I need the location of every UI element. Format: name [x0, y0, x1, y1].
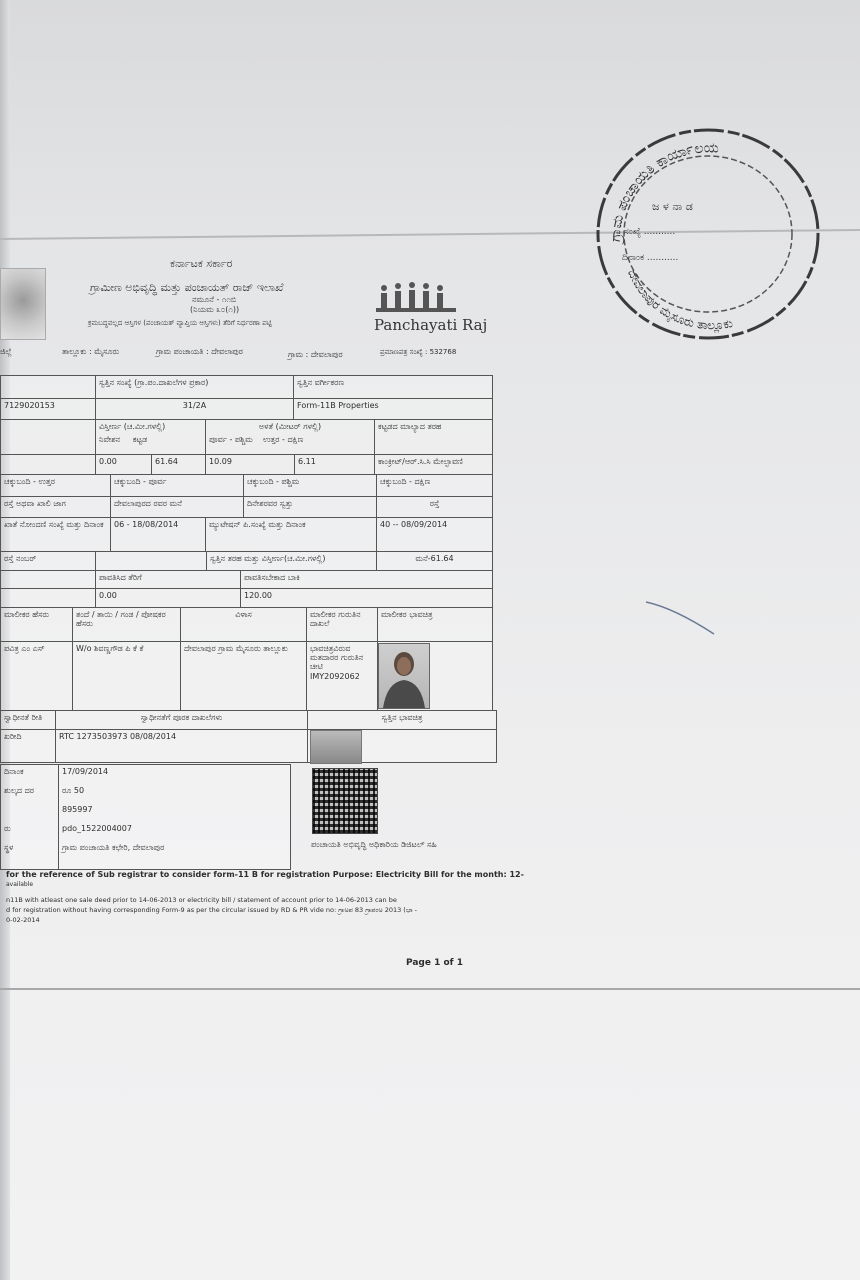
cell-building-area: 61.64	[151, 454, 206, 475]
footer-label-receipt	[4, 805, 56, 824]
cell-registration-label: ಖಾತೆ ನೋಂದಣಿ ಸಂಖ್ಯೆ ಮತ್ತು ದಿನಾಂಕ	[0, 517, 111, 552]
note-3: d for registration without having corresponding Form-9 as per the circular issued by RD & PR vide no: ಗ್ರಾಅಪ 83 ಗ್ರಾಪಂಅ 2013 (ಭಾ -	[6, 906, 417, 914]
footer-label-date: ದಿನಾಂಕ	[4, 767, 24, 776]
footer-fee: ರೂ 50	[62, 786, 85, 795]
cell-tax-due: 120.00	[240, 588, 493, 608]
pen-mark	[644, 598, 716, 638]
cell-property-no: 31/2A	[95, 398, 294, 420]
signatory: ಪಂಚಾಯತಿ ಅಭಿವೃದ್ಧಿ ಅಧಿಕಾರಿಯ ಡಿಜಿಟಲ್ ಸಹಿ	[311, 840, 437, 849]
cell-ns-length: 6.11	[294, 454, 375, 475]
cell-id-doc-label: ಮಾಲೀಕರ ಗುರುತಿನ ದಾಖಲೆ	[306, 607, 378, 642]
cell-tax-due-label: ಪಾವತಿಸಬೇಕಾದ ಬಾಕಿ	[240, 570, 493, 589]
measure-header: ಅಳತೆ (ಮೀಟರ್ ಗಳಲ್ಲಿ)	[258, 422, 322, 431]
footer-labels	[0, 764, 59, 870]
panchayati-raj-logo-icon	[372, 278, 462, 318]
footer-place: ಗ್ರಾಮ ಪಂಚಾಯತಿ ಕಛೇರಿ, ದೇವಲಾಪುರ	[62, 843, 165, 852]
cell-mutation-label: ಮ್ಯುಟೇಷನ್ ಪಿ.ಸಂಖ್ಯೆ ಮತ್ತು ದಿನಾಂಕ	[205, 517, 377, 552]
cell-owner-photo-label: ಮಾಲೀಕರ ಭಾವಚಿತ್ರ	[377, 607, 493, 642]
note-2: n11B with atleast one sale deed prior to 14-06-2013 or electricity bill / statement of account prior to 14-06-2013 can be	[6, 896, 397, 904]
measure-ew-label: ಪೂರ್ವ - ಪಶ್ಚಿಮ	[209, 435, 253, 445]
owner-photo-icon	[379, 644, 429, 708]
cell-possession: ಖರೀದಿ	[0, 729, 56, 763]
area-building-label: ಕಟ್ಟಡ	[132, 435, 148, 445]
footer-date: 17/09/2014	[62, 767, 109, 776]
cell-possession-label: ಸ್ವಾಧೀನತೆ ರೀತಿ	[0, 710, 56, 730]
cell-boundary-south-label: ಚಕ್ಕುಬಂದಿ - ದಕ್ಷಿಣ	[376, 474, 493, 497]
cell-type-area: ಮನೆ-61.64	[376, 551, 493, 571]
cell-owner-name: ಪವಿತ್ರ ಎಂ ಎಸ್	[0, 641, 73, 711]
header-rule: (ನಿಯಮ ೩೦(೧))	[190, 305, 240, 314]
footer-label-place: ಸ್ಥಳ	[4, 843, 14, 852]
note-4: 0-02-2014	[6, 916, 40, 924]
property-photo-icon	[310, 730, 362, 764]
meta-taluk: ತಾಲ್ಲೂಕು : ಮೈಸೂರು	[62, 347, 120, 356]
cell-mutation: 40 -- 08/09/2014	[376, 517, 493, 552]
cell-property-photo-label: ಸ್ವತ್ತಿನ ಭಾವಚಿತ್ರ	[307, 710, 497, 730]
footer-receipt: 895997	[62, 805, 93, 814]
cell-boundary-east-label: ಚಕ್ಕುಬಂದಿ - ಪೂರ್ವ	[110, 474, 244, 497]
cell-tax-paid: 0.00	[95, 588, 241, 608]
header-gov: ಕರ್ನಾಟಕ ಸರ್ಕಾರ	[170, 257, 233, 270]
stamp-line-2: ಸಂಖ್ಯೆ ...........	[624, 227, 676, 237]
cell-property-id: 7129020153	[0, 398, 96, 420]
cell-road-no	[95, 551, 207, 571]
cell-id-doc: ಭಾವಚಿತ್ರವಿರುವ ಮತದಾರರ ಗುರುತಿನ ಚೀಟಿ IMY2092062	[306, 641, 378, 711]
cell-registration: 06 - 18/08/2014	[110, 517, 206, 552]
stamp-line-3: ದಿನಾಂಕ ...........	[622, 253, 679, 263]
karnataka-emblem-icon	[0, 268, 46, 340]
cell-address-label: ವಿಳಾಸ	[180, 607, 307, 642]
stamp-ring-bottom: ದೇವಲಾಪುರ ಮೈಸೂರು ತಾಲ್ಲೂಕು	[625, 267, 734, 333]
cell-site-area: 0.00	[95, 454, 152, 475]
cell-boundary-north-label: ಚಕ್ಕುಬಂದಿ - ಉತ್ತರ	[0, 474, 111, 497]
cell-classification-label: ಸ್ವತ್ತಿನ ವರ್ಗೀಕರಣ	[293, 375, 493, 399]
meta-gp: ಗ್ರಾಮ ಪಂಚಾಯತಿ : ದೇವಲಾಪುರ	[156, 347, 243, 356]
stamp-ring-top: ಗ್ರಾಮ ಪಂಚಾಯತಿ ಕಾರ್ಯಾಲಯ	[607, 140, 719, 243]
cell-boundary-east: ದೇವಲಾಪುರದ ರವರ ಮನೆ	[110, 496, 244, 518]
header-subtitle: ಕ್ರಮಬದ್ಧವಲ್ಲದ ಆಸ್ತಿಗಳ (ಪಂಚಾಯತ್ ವ್ಯಾಪ್ತಿಯ ಆಸ್ತಿಗಳು) ತೆರಿಗೆ ನಿರ್ಧರಣಾ ಪಟ್ಟಿ	[88, 319, 272, 327]
cell-boundary-south: ರಸ್ತೆ	[376, 496, 493, 518]
cell-boundary-west: ದಿನೇಶರವರ ಸ್ವತ್ತು	[243, 496, 377, 518]
cell-area-label	[95, 419, 206, 455]
cell-boundary-west-label: ಚಕ್ಕುಬಂದಿ - ಪಶ್ಚಿಮ	[243, 474, 377, 497]
area-header: ವಿಸ್ತೀರ್ಣ (ಚ.ಮೀ.ಗಳಲ್ಲಿ)	[99, 422, 166, 431]
panchayati-raj-text: Panchayati Raj	[374, 316, 488, 334]
cell-roof-type: ಕಾಂಕ್ರೀಟ್/ಆರ್.ಸಿ.ಸಿ ಮೇಲ್ಛಾವಣಿ	[374, 454, 493, 475]
svg-text:ದೇವಲಾಪುರ ಮೈಸೂರು ತಾಲ್ಲೂಕು	[625, 267, 734, 333]
cell-tax-paid-label: ಪಾವತಿಸಿದ ತೆರಿಗೆ	[95, 570, 241, 589]
footer-label-fee: ಶುಲ್ಕದ ದರ	[4, 786, 34, 795]
cell-roof-label: ಕಟ್ಟಡದ ಮಾಲ್ಯಾದ ತರಹ	[374, 419, 493, 455]
cell-blank	[0, 454, 96, 475]
cell-guardian-label: ತಂದೆ / ತಾಯಿ / ಗಂಡ / ಪೋಷಕರ ಹೆಸರು	[72, 607, 181, 642]
header-dept: ಗ್ರಾಮೀಣ ಅಭಿವೃದ್ಧಿ ಮತ್ತು ಪಂಚಾಯತ್ ರಾಜ್ ಇಲಾಖೆ	[90, 281, 284, 294]
cell-owner-name-label: ಮಾಲೀಕರ ಹೆಸರು	[0, 607, 73, 642]
cell-guardian: W/o ಶಿವಣ್ಣಗೌಡ ಪಿ ಕೆ ಕೆ	[72, 641, 181, 711]
cell-classification: Form-11B Properties	[293, 398, 493, 420]
cell-measure-label	[205, 419, 375, 455]
cell-ew-length: 10.09	[205, 454, 295, 475]
footer-label-user: ರು	[4, 824, 11, 833]
stamp-line-1: ಜ ಳ ನಾ ಡ	[652, 200, 693, 213]
owner-photo	[378, 643, 430, 709]
cell-blank	[0, 419, 96, 455]
cell-possession-docs-label: ಸ್ವಾಧೀನತೆಗೆ ಪೂರಕ ದಾಖಲೆಗಳು	[55, 710, 308, 730]
footer-values	[58, 764, 291, 870]
meta-district: ಜಿಲ್ಲೆ	[0, 347, 12, 356]
note-1: for the reference of Sub registrar to consider form-11 B for registration Purpose: Electricity Bill for the month: 12-	[6, 870, 524, 879]
note-1b: available	[6, 881, 34, 888]
page-number: Page 1 of 1	[406, 958, 463, 968]
footer-user: pdo_1522004007	[62, 824, 132, 833]
cell-address: ದೇವಲಾಪುರ ಗ್ರಾಮ ಮೈಸೂರು ತಾಲ್ಲೂಕು	[180, 641, 307, 711]
cell-possession-docs: RTC 1273503973 08/08/2014	[55, 729, 308, 763]
cell-blank	[0, 570, 96, 589]
cell-boundary-north: ರಸ್ತೆ ಅಥವಾ ಖಾಲಿ ಜಾಗ	[0, 496, 111, 518]
cell-road-no-label: ರಸ್ತೆ ನಂಬರ್	[0, 551, 96, 571]
area-site-label: ನಿವೇಶನ	[99, 435, 121, 445]
bottom-fold-line	[0, 988, 860, 990]
qr-code-icon	[312, 768, 378, 834]
cell-type-area-label: ಸ್ವತ್ತಿನ ತರಹ ಮತ್ತು ವಿಸ್ತೀರ್ಣ(ಚ.ಮೀ.ಗಳಲ್ಲಿ)	[206, 551, 377, 571]
cell-blank	[0, 588, 96, 608]
meta-village: ಗ್ರಾಮ : ದೇವಲಾಪುರ	[288, 350, 343, 359]
cell-property-no-label: ಸ್ವತ್ತಿನ ಸಂಖ್ಯೆ (ಗ್ರಾ.ಪಂ.ದಾಖಲೆಗಳ ಪ್ರಕಾರ)	[95, 375, 294, 399]
cell-blank	[0, 375, 96, 399]
header-form: ನಮೂನೆ - ೧೧ಬಿ	[192, 295, 237, 304]
official-seal-stamp	[592, 122, 824, 344]
measure-ns-label: ಉತ್ತರ - ದಕ್ಷಿಣ	[262, 435, 304, 445]
meta-cert-no: ಪ್ರಮಾಣಪತ್ರ ಸಂಖ್ಯೆ : 532768	[380, 348, 457, 356]
